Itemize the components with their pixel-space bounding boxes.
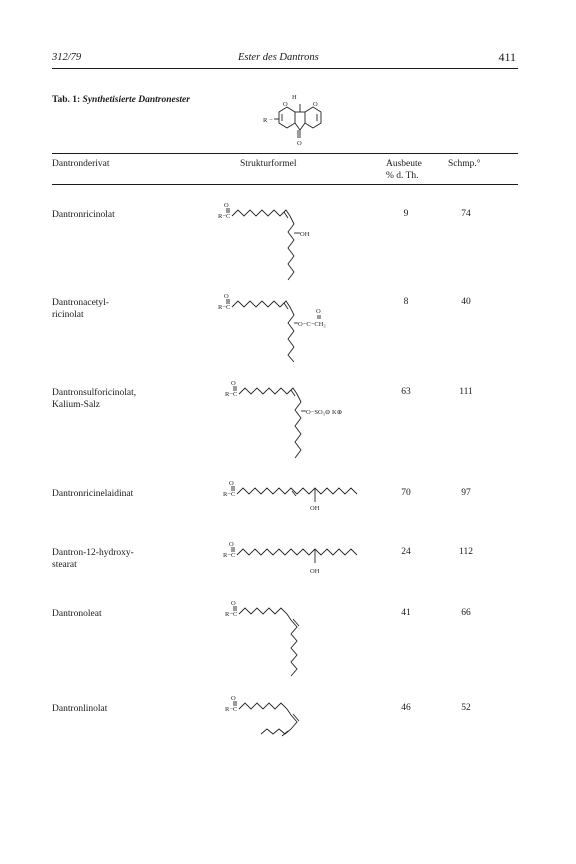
- row-5-mp: 112: [459, 547, 473, 557]
- header-bottom-rule: [52, 184, 518, 185]
- row-3-name-line2: Kalium-Salz: [52, 400, 101, 410]
- row-7-yield: 46: [401, 703, 411, 713]
- row-4-name-line1: Dantronricinelaidinat: [52, 489, 134, 499]
- row-2-name-line2: ricinolat: [52, 310, 84, 320]
- row-6-name-line1: Dantronoleat: [52, 609, 102, 619]
- row-3-yield: 63: [401, 387, 411, 397]
- row-7-carbonyl-o: O: [231, 695, 236, 702]
- row-5-substituent: OH: [310, 568, 320, 575]
- running-header-title: Ester des Dantrons: [238, 52, 319, 63]
- row-5-yield: 24: [401, 547, 411, 557]
- row-3-head: R−C: [225, 391, 238, 398]
- row-3-structure: [222, 376, 372, 461]
- row-4-mp: 97: [461, 488, 471, 498]
- row-2-structure: [218, 290, 368, 365]
- row-2-name: [52, 297, 109, 321]
- page-number: 411: [498, 50, 516, 64]
- row-5-head: R−C: [223, 552, 236, 559]
- row-4-head: R−C: [223, 491, 236, 498]
- table-top-rule: [52, 153, 518, 154]
- yield-header-line2: % d. Th.: [386, 171, 419, 181]
- row-1-name-line1: Dantronricinolat: [52, 210, 115, 220]
- row-5-name-line1: Dantron-12-hydroxy-: [52, 548, 134, 558]
- row-1-carbonyl-o: O: [224, 202, 229, 209]
- row-2-name-line1: Dantronacetyl-: [52, 298, 109, 308]
- row-1-substituent: OH: [300, 231, 310, 238]
- yield-header-line1: Ausbeute: [386, 159, 422, 169]
- row-2-yield: 8: [403, 297, 409, 307]
- column-header-yield: [386, 158, 422, 182]
- row-2-carbonyl-o: O: [224, 293, 229, 300]
- row-5-name-line2: stearat: [52, 560, 77, 570]
- row-4-yield: 70: [401, 488, 411, 498]
- row-3-name: [52, 387, 136, 411]
- core-o-bottom: O: [297, 140, 302, 147]
- row-6-name: [52, 608, 102, 620]
- row-3-carbonyl-o: O: [231, 380, 236, 387]
- row-1-name: [52, 209, 115, 221]
- row-2-substituent: O−C−CH₃: [298, 321, 326, 328]
- row-3-mp: 111: [459, 387, 473, 397]
- column-header-melting: Schmp.°: [448, 159, 481, 169]
- row-6-carbonyl-o: O: [231, 600, 236, 607]
- table-caption: [52, 95, 190, 105]
- row-2-mp: 40: [461, 297, 471, 307]
- row-6-structure: [222, 597, 372, 682]
- row-7-mp: 52: [461, 703, 471, 713]
- row-3-substituent: O−SO₃⊖ K⊕: [306, 409, 343, 416]
- running-header-left: 312/79: [52, 52, 82, 63]
- row-7-name: [52, 703, 107, 715]
- row-4-name: [52, 488, 133, 500]
- row-6-head: R−C: [225, 611, 238, 618]
- column-header-derivative: Dantronderivat: [52, 159, 110, 169]
- row-6-mp: 66: [461, 608, 471, 618]
- row-7-head: R−C: [225, 706, 238, 713]
- caption-title: Synthetisierte Dantronester: [82, 95, 190, 105]
- row-4-structure: [222, 478, 367, 518]
- dantron-core-structure: [255, 92, 345, 147]
- row-2-acetyl-o: O: [316, 308, 321, 315]
- core-o-right: O: [313, 101, 318, 108]
- row-5-structure: [222, 538, 367, 580]
- row-4-substituent: OH: [310, 505, 320, 512]
- header-rule: [52, 68, 518, 69]
- row-5-carbonyl-o: O: [229, 541, 234, 548]
- row-7-structure: [222, 692, 372, 747]
- row-3-name-line1: Dantronsulforicinolat,: [52, 388, 137, 398]
- row-1-yield: 9: [403, 209, 409, 219]
- caption-label: Tab. 1:: [52, 95, 81, 105]
- row-6-yield: 41: [401, 608, 411, 618]
- row-1-mp: 74: [461, 209, 471, 219]
- core-h-label: H: [292, 94, 297, 101]
- core-o-left: O: [283, 101, 288, 108]
- core-r-label: R −: [263, 117, 273, 124]
- column-header-structure: Strukturformel: [240, 159, 297, 169]
- row-1-structure: [218, 196, 368, 286]
- row-7-name-line1: Dantronlinolat: [52, 704, 108, 714]
- row-4-carbonyl-o: O: [229, 480, 234, 487]
- row-1-head: R−C: [218, 213, 231, 220]
- row-2-head: R−C: [218, 304, 231, 311]
- row-5-name: [52, 547, 134, 571]
